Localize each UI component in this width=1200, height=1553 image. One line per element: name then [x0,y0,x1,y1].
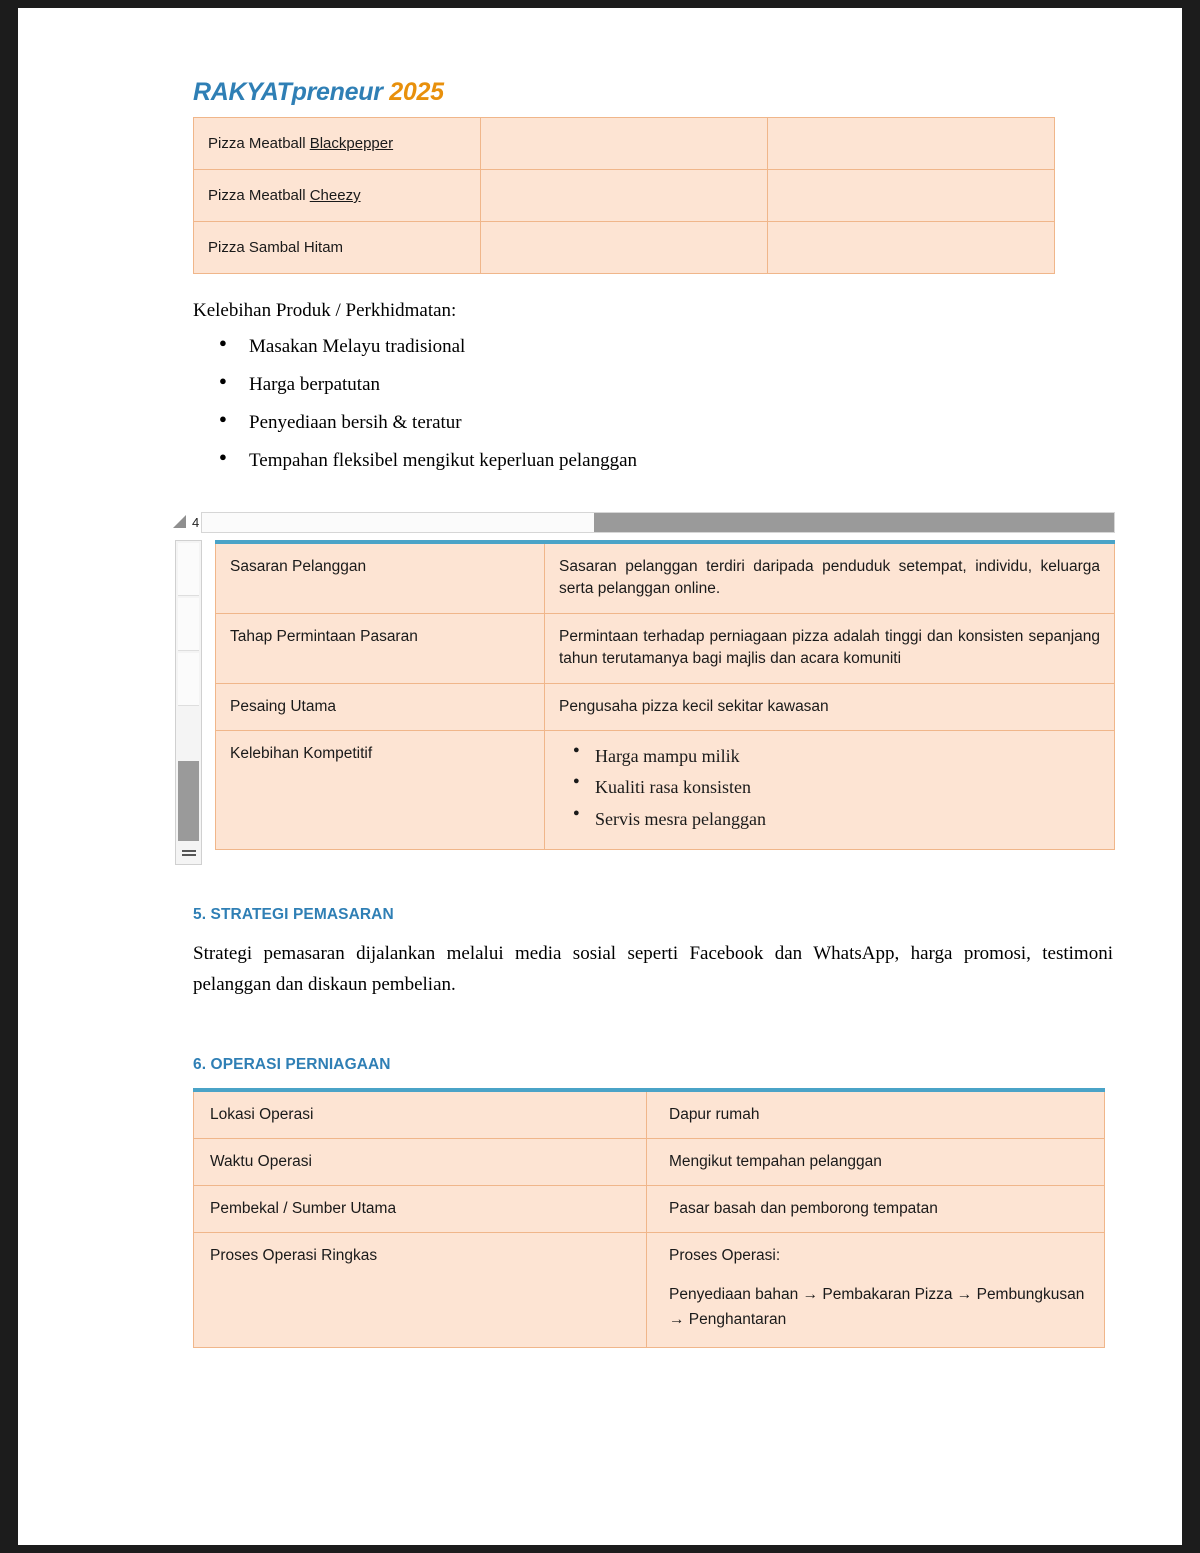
operations-process-flow: Penyediaan bahan → Pembakaran Pizza → Pembungkusan → Penghantaran [669,1286,1085,1329]
scrollbar-segment[interactable] [178,653,199,706]
scrollbar-segment[interactable] [178,543,199,596]
list-item: ● Tempahan fleksibel mengikut keperluan pelanggan [249,450,1115,472]
market-section [175,540,1115,850]
list-item: ● Kualiti rasa konsisten [595,774,1100,800]
list-item: ● Penyediaan bersih & teratur [249,412,1115,434]
scrollbar-track-left[interactable] [202,513,595,532]
operations-value: Proses Operasi: [669,1247,781,1265]
operations-value: Mengikut tempahan pelanggan [647,1139,1105,1186]
scrollbar-segment[interactable] [178,598,199,651]
scrollbar-thumb[interactable] [178,761,199,841]
market-label: Pesaing Utama [216,683,545,730]
scrollbar-grip-icon [182,850,196,858]
table-row [216,731,1115,849]
brand-part-preneur: preneur [291,78,383,106]
horizontal-scrollbar[interactable] [175,510,1115,534]
table-row [216,542,1115,613]
operations-value-block [647,1233,1105,1348]
competitive-advantage-list [559,743,1100,831]
table-row [194,118,1055,170]
document-content [175,78,1115,1348]
market-value: Sasaran pelanggan terdiri daripada penduduk setempat, individu, keluarga serta pelanggan online. [545,542,1115,613]
operations-label: Pembekal / Sumber Utama [194,1186,647,1233]
product-name-cell: Pizza Sambal Hitam [194,222,481,274]
operations-value: Dapur rumah [647,1090,1105,1139]
market-label: Tahap Permintaan Pasaran [216,613,545,683]
market-value-bullets [545,731,1115,849]
page-marker-label: 4 [192,514,200,530]
operations-label: Waktu Operasi [194,1139,647,1186]
operations-label: Proses Operasi Ringkas [194,1233,647,1348]
table-row [194,1233,1105,1348]
operations-table [193,1088,1105,1348]
document-page [18,8,1182,1545]
section5-paragraph: Strategi pemasaran dijalankan melalui media sosial seperti Facebook dan WhatsApp, harga promosi, testimoni pelanggan dan diskaun pembelian. [193,942,1113,995]
product-empty-cell-2 [768,170,1055,222]
operations-label: Lokasi Operasi [194,1090,647,1139]
table-row [216,683,1115,730]
market-analysis-table [215,540,1115,850]
product-empty-cell-2 [768,222,1055,274]
list-item: ● Masakan Melayu tradisional [249,336,1115,358]
table-row [194,1139,1105,1186]
advantages-heading: Kelebihan Produk / Perkhidmatan: [193,300,457,321]
operations-value: Pasar basah dan pemborong tempatan [647,1186,1105,1233]
product-name-cell: Pizza Meatball Cheezy [194,170,481,222]
list-item: ● Harga mampu milik [595,743,1100,769]
resize-grip-icon [171,512,191,532]
market-label: Kelebihan Kompetitif [216,731,545,849]
scrollbar-track[interactable] [201,512,1115,533]
scrollbar-thumb[interactable] [594,513,1114,532]
section6-heading: 6. OPERASI PERNIAGAAN [193,1056,391,1074]
brand-title [193,78,1115,107]
table-row [194,170,1055,222]
product-empty-cell-2 [768,118,1055,170]
vertical-scrollbar[interactable] [175,540,202,865]
list-item: ● Servis mesra pelanggan [595,806,1100,832]
product-empty-cell-1 [481,222,768,274]
list-item: ● Harga berpatutan [249,374,1115,396]
market-label: Sasaran Pelanggan [216,542,545,613]
brand-part-rakyat: RAKYAT [193,78,292,106]
product-empty-cell-1 [481,118,768,170]
table-row [194,222,1055,274]
market-value: Pengusaha pizza kecil sekitar kawasan [545,683,1115,730]
table-row [194,1186,1105,1233]
product-name-cell: Pizza Meatball Blackpepper [194,118,481,170]
advantages-list [175,336,1115,472]
market-value: Permintaan terhadap perniagaan pizza adalah tinggi dan konsisten sepanjang tahun terutamanya bagi majlis dan acara komuniti [545,613,1115,683]
brand-part-year: 2025 [382,78,444,106]
product-table [193,117,1055,274]
section5-heading: 5. STRATEGI PEMASARAN [193,905,394,923]
table-row [216,613,1115,683]
table-row [194,1090,1105,1139]
product-empty-cell-1 [481,170,768,222]
